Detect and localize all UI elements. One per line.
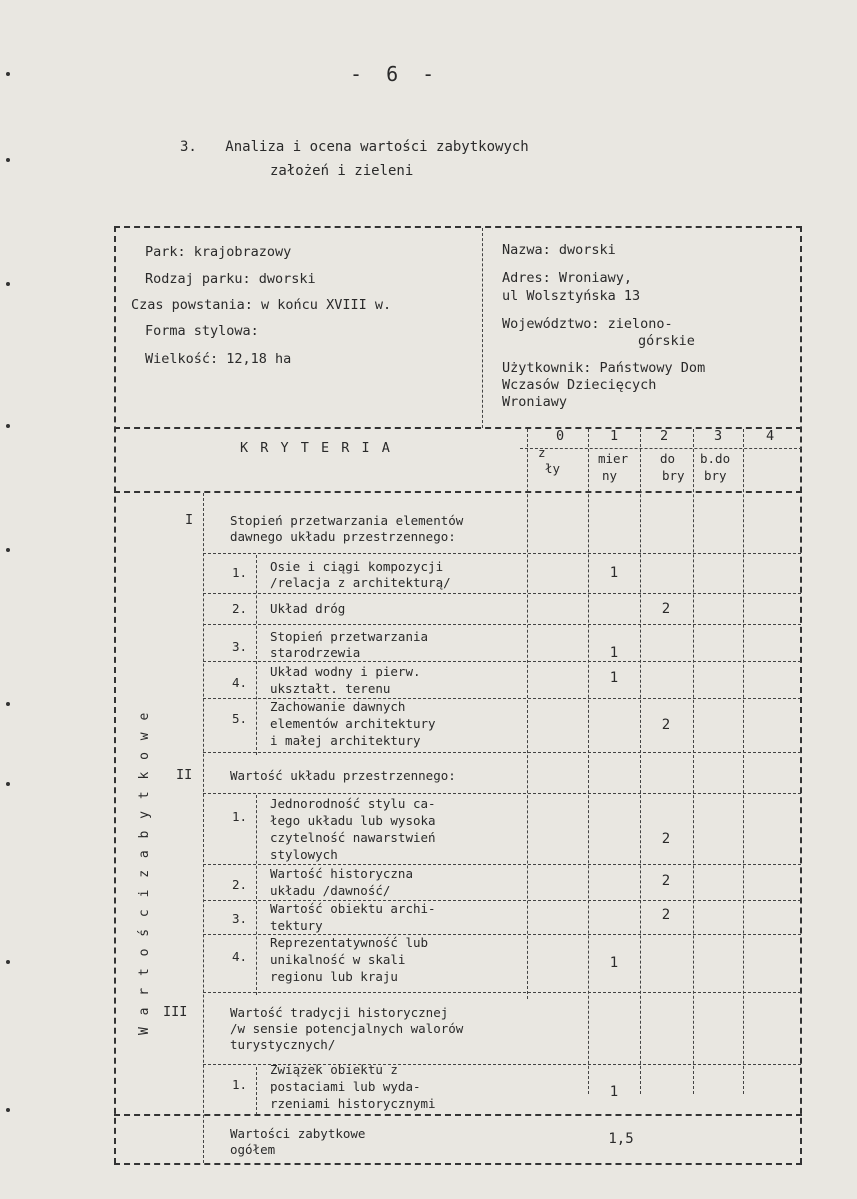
frame-top	[114, 226, 802, 228]
page-number: - 6 -	[350, 62, 441, 86]
item-2-4-text-1: Reprezentatywność lub	[270, 935, 429, 950]
group-3-title-3: turystycznych/	[230, 1037, 336, 1052]
scale-label-3b: bry	[704, 468, 727, 483]
item-2-4-value: 1	[609, 955, 619, 971]
item-1-3-value: 1	[609, 645, 619, 661]
scale-label-1a: mier	[598, 451, 629, 466]
margin-mark	[6, 282, 10, 286]
item-2-1-text-3: czytelność nawarstwień	[270, 830, 436, 845]
scale-divider	[520, 448, 802, 449]
item-1-2-number: 2.	[232, 601, 248, 616]
section-title-line1: Analiza i ocena wartości zabytkowych	[225, 139, 529, 155]
item-2-1-value: 2	[661, 831, 671, 847]
item-2-2-value: 2	[661, 873, 671, 889]
group-roman-2: II	[176, 767, 193, 783]
park-origin: Czas powstania: w końcu XVIII w.	[131, 297, 392, 313]
number-col-line-1	[256, 555, 257, 755]
scale-number-1: 1	[610, 428, 619, 444]
group-1-title-2: dawnego układu przestrzennego:	[230, 529, 456, 544]
scale-label-2b: bry	[662, 468, 685, 483]
item-1-1-value: 1	[609, 565, 619, 581]
item-3-1-text-3: rzeniami historycznymi	[270, 1096, 436, 1111]
item-2-3-text-1: Wartość obiektu archi-	[270, 901, 436, 916]
section-heading	[180, 135, 529, 183]
item-2-1-text-4: stylowych	[270, 847, 338, 862]
margin-mark	[6, 548, 10, 552]
total-value: 1,5	[608, 1131, 634, 1147]
item-3-1-number: 1.	[232, 1077, 248, 1092]
item-2-1-text-1: Jednorodność stylu ca-	[270, 796, 436, 811]
group-3-title-2: /w sensie potencjalnych walorów	[230, 1021, 464, 1036]
group-roman-3: III	[163, 1004, 188, 1020]
scale-label-0b: ły	[545, 461, 561, 476]
item-1-5-text-3: i małej architektury	[270, 733, 421, 748]
criteria-heading: K R Y T E R I A	[240, 440, 392, 456]
vertical-label: W a r t o ś c i z a b y t k o w e	[137, 710, 152, 1035]
scale-number-2: 2	[660, 428, 669, 444]
park-type: Park: krajobrazowy	[145, 244, 292, 260]
number-col-line-3	[256, 1067, 257, 1115]
voivodeship-line2: górskie	[638, 333, 695, 349]
item-2-2-number: 2.	[232, 877, 248, 892]
item-3-1-text-1: Związek obiektu z	[270, 1062, 398, 1077]
park-area: Wielkość: 12,18 ha	[145, 351, 292, 367]
scale-label-3a: b.do	[700, 451, 731, 466]
col-line-1	[588, 429, 589, 1094]
address-line2: ul Wolsztyńska 13	[502, 288, 641, 304]
header-divider	[482, 228, 483, 428]
row-line	[203, 553, 801, 554]
col-line-2	[640, 429, 641, 1094]
scale-number-0: 0	[556, 428, 565, 444]
item-2-4-number: 4.	[232, 949, 248, 964]
header-bottom	[114, 427, 802, 429]
park-kind: Rodzaj parku: dworski	[145, 271, 316, 287]
row-line	[203, 752, 801, 753]
item-2-4-text-3: regionu lub kraju	[270, 969, 398, 984]
item-1-3-text-2: starodrzewia	[270, 645, 361, 660]
item-1-1-text-1: Osie i ciągi kompozycji	[270, 559, 444, 574]
item-1-4-value: 1	[609, 670, 619, 686]
scale-number-4: 4	[766, 428, 775, 444]
row-line	[203, 624, 801, 625]
item-1-4-text-1: Układ wodny i pierw.	[270, 664, 421, 679]
item-2-1-text-2: łego układu lub wysoka	[270, 813, 436, 828]
scale-label-0a: z	[538, 445, 546, 460]
frame-bottom	[114, 1163, 802, 1165]
item-1-3-number: 3.	[232, 639, 248, 654]
address-line1: Adres: Wroniawy,	[502, 270, 633, 286]
item-1-5-number: 5.	[232, 711, 248, 726]
item-2-2-text-2: układu /dawność/	[270, 883, 391, 898]
user-line2: Wczasów Dziecięcych	[502, 377, 657, 393]
item-1-3-text-1: Stopień przetwarzania	[270, 629, 429, 644]
row-line	[203, 992, 801, 993]
margin-mark	[6, 424, 10, 428]
margin-mark	[6, 72, 10, 76]
row-line	[203, 864, 801, 865]
col-line-3	[693, 429, 694, 1094]
item-3-1-value: 1	[609, 1084, 619, 1100]
item-2-1-number: 1.	[232, 809, 248, 824]
item-3-1-text-2: postaciami lub wyda-	[270, 1079, 421, 1094]
total-label-1: Wartości zabytkowe	[230, 1126, 366, 1141]
item-2-3-value: 2	[661, 907, 671, 923]
scale-label-1b: ny	[602, 468, 618, 483]
item-1-1-text-2: /relacja z architekturą/	[270, 575, 451, 590]
row-line	[114, 1114, 802, 1116]
number-col-line-2	[256, 795, 257, 995]
item-2-2-text-1: Wartość historyczna	[270, 866, 413, 881]
item-1-1-number: 1.	[232, 565, 248, 580]
item-1-5-text-1: Zachowanie dawnych	[270, 699, 406, 714]
item-1-4-number: 4.	[232, 675, 248, 690]
total-label-2: ogółem	[230, 1142, 276, 1157]
group-roman-1: I	[185, 512, 194, 528]
margin-mark	[6, 702, 10, 706]
row-line	[203, 661, 801, 662]
item-1-5-value: 2	[661, 717, 671, 733]
frame-right	[800, 226, 802, 1164]
section-number: 3.	[180, 139, 197, 155]
voivodeship-line1: Województwo: zielono-	[502, 316, 673, 332]
margin-mark	[6, 782, 10, 786]
item-2-4-text-2: unikalność w skali	[270, 952, 406, 967]
item-2-3-text-2: tektury	[270, 918, 323, 933]
group-3-title-1: Wartość tradycji historycznej	[230, 1005, 449, 1020]
group-1-title-1: Stopień przetwarzania elementów	[230, 513, 464, 528]
row-line	[203, 593, 801, 594]
scale-number-3: 3	[714, 428, 723, 444]
col-line-0	[527, 429, 528, 999]
user-line3: Wroniawy	[502, 394, 568, 410]
frame-left	[114, 226, 116, 1164]
margin-mark	[6, 1108, 10, 1112]
col-line-4	[743, 429, 744, 1094]
section-title-line2: założeń i zieleni	[270, 163, 414, 179]
item-1-2-value: 2	[661, 601, 671, 617]
row-line	[203, 793, 801, 794]
scale-label-2a: do	[660, 451, 676, 466]
criteria-header-bottom	[114, 491, 802, 493]
margin-mark	[6, 158, 10, 162]
item-1-5-text-2: elementów architektury	[270, 716, 436, 731]
margin-mark	[6, 960, 10, 964]
user-line1: Użytkownik: Państwowy Dom	[502, 360, 706, 376]
group-2-title-1: Wartość układu przestrzennego:	[230, 768, 456, 783]
park-style: Forma stylowa:	[145, 323, 259, 339]
item-2-3-number: 3.	[232, 911, 248, 926]
item-1-4-text-2: ukształt. terenu	[270, 681, 391, 696]
park-name: Nazwa: dworski	[502, 242, 616, 258]
item-1-2-text-1: Układ dróg	[270, 601, 346, 616]
